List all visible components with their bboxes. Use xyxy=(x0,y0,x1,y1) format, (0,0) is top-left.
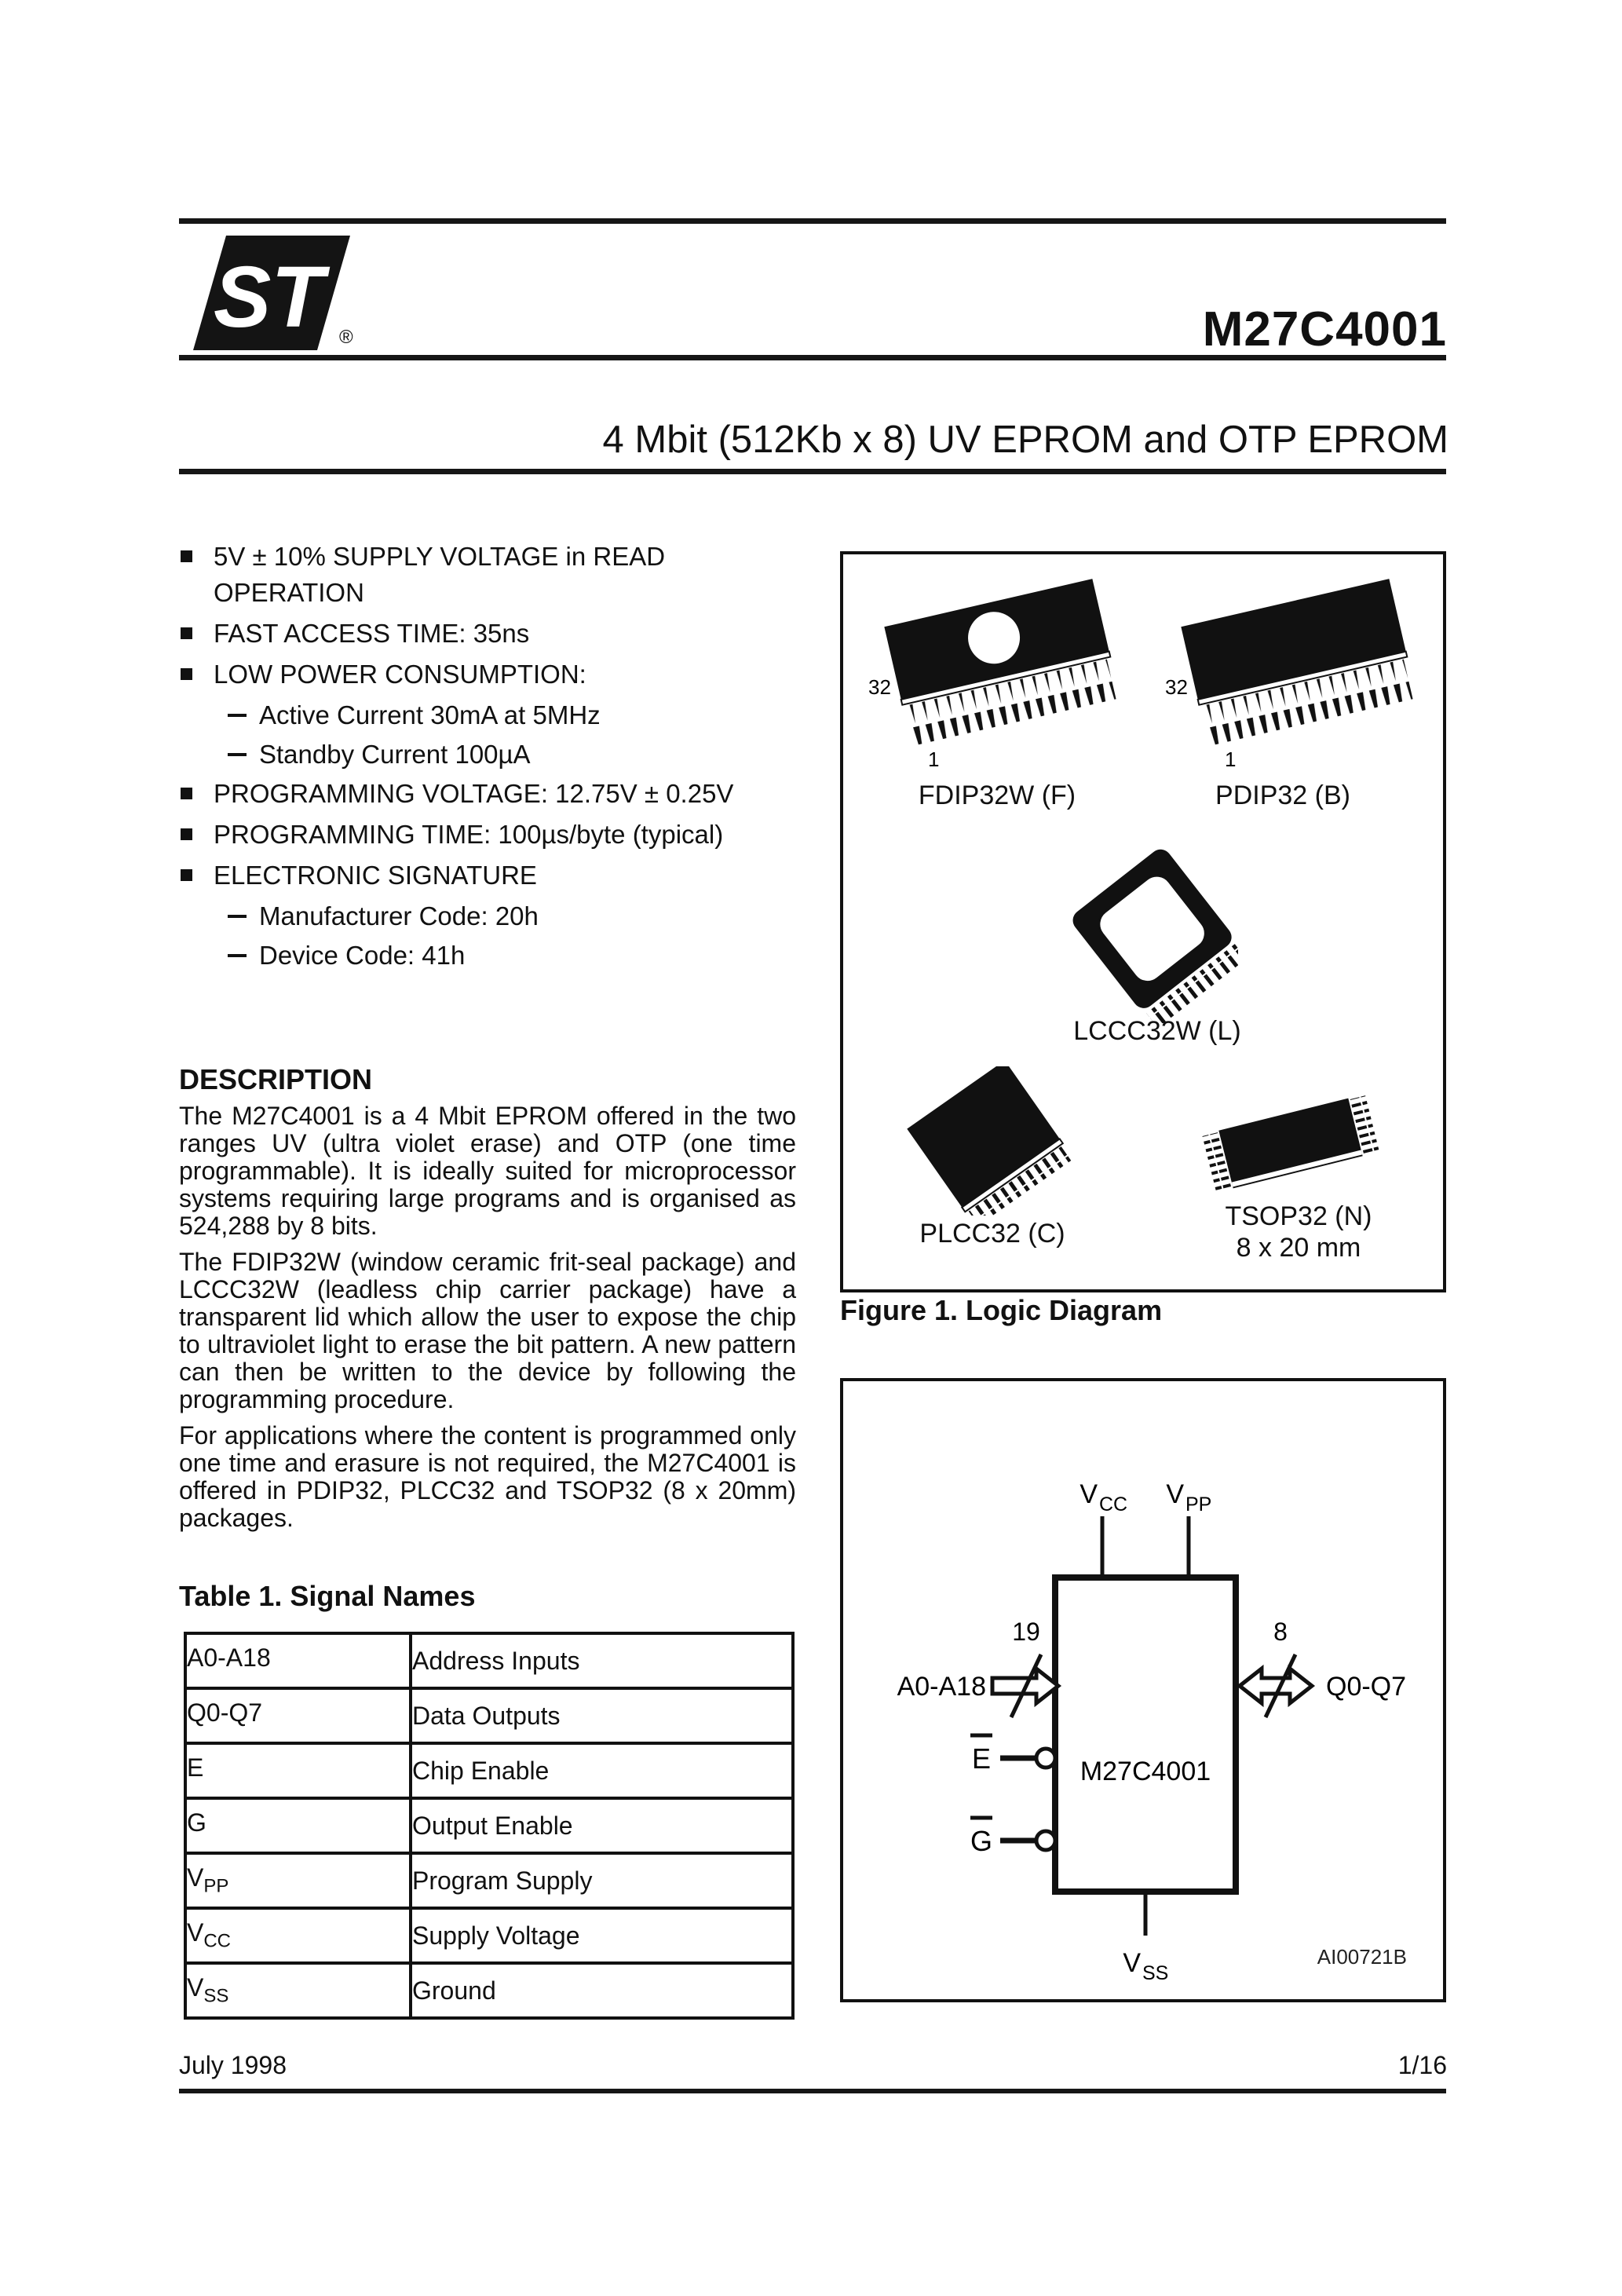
table-row xyxy=(185,1798,793,1853)
signal-description: Chip Enable xyxy=(411,1743,793,1798)
signal-description: Data Outputs xyxy=(411,1688,793,1743)
page-number: 1/16 xyxy=(1397,2051,1447,2079)
output-enable-bubble xyxy=(1036,1831,1055,1850)
header-rule-subtitle xyxy=(179,469,1446,474)
vcc-sub: CC xyxy=(1099,1493,1128,1515)
tsop32-package-image xyxy=(1200,1079,1381,1208)
feature-text: ELECTRONIC SIGNATURE xyxy=(214,861,537,890)
bullet-icon xyxy=(181,869,192,881)
signal-name: A0-A18 xyxy=(185,1633,411,1688)
feature-subitem xyxy=(228,898,798,934)
feature-text: PROGRAMMING TIME: 100µs/byte (typical) xyxy=(214,820,724,849)
signal-name: $V_{CC}$ xyxy=(185,1908,411,1963)
signal-description: Supply Voltage xyxy=(411,1908,793,1963)
package-box xyxy=(840,551,1446,1292)
feature-text: 5V ± 10% SUPPLY VOLTAGE in READ OPERATION xyxy=(214,542,666,607)
table-row xyxy=(185,1908,793,1963)
header-rule-top xyxy=(179,218,1446,224)
figure-reference-code: AI00721B xyxy=(1317,1945,1407,1969)
vss-sub: SS xyxy=(1142,1962,1169,1984)
package-label-pdip32: PDIP32 (B) xyxy=(1215,781,1350,810)
chip-label: M27C4001 xyxy=(1080,1757,1211,1786)
signal-description: Program Supply xyxy=(411,1853,793,1908)
signal-table xyxy=(184,1632,795,2020)
table-row xyxy=(185,1853,793,1908)
feature-item xyxy=(181,539,798,611)
table-row xyxy=(185,1743,793,1798)
description-paragraph: The FDIP32W (window ceramic frit-seal package) and LCCC32W (leadless chip carrier package) have a transparent lid which allow the user to expose the chip to ultraviolet light to erase the bit pattern. A new pattern can then be written to the device by following the programming procedure. xyxy=(179,1248,796,1413)
feature-item xyxy=(181,817,798,853)
pin-32-label: 32 xyxy=(868,675,891,699)
chip-enable-bubble xyxy=(1036,1749,1055,1768)
footer-date: July 1998 xyxy=(179,2051,287,2079)
chip-box xyxy=(1055,1578,1236,1892)
feature-item xyxy=(181,776,798,812)
package-label-fdip32w: FDIP32W (F) xyxy=(918,781,1076,810)
feature-subitem xyxy=(228,697,798,733)
signal-description: Output Enable xyxy=(411,1798,793,1853)
bullet-icon xyxy=(181,627,192,639)
page-subtitle: 4 Mbit (512Kb x 8) UV EPROM and OTP EPROM xyxy=(602,419,1448,461)
chip-enable-label: E xyxy=(971,1742,992,1775)
description-paragraph: The M27C4001 is a 4 Mbit EPROM offered in the two ranges UV (ultra violet erase) and OTP (one time programmable). It is ideally suited for microprocessor systems requiring large programs and is organised as 524,288 by 8 bits. xyxy=(179,1102,796,1240)
plcc32-package-image xyxy=(904,1066,1073,1216)
description-paragraph: For applications where the content is programmed only one time and erasure is not required, the M27C4001 is offered in PDIP32, PLCC32 and TSOP32 (8 x 20mm) packages. xyxy=(179,1421,796,1532)
output-enable-label: G xyxy=(970,1825,993,1857)
signal-name: $V_{PP}$ xyxy=(185,1853,411,1908)
signal-description: Ground xyxy=(411,1963,793,2018)
st-logo xyxy=(193,236,350,354)
bullet-icon xyxy=(181,828,192,840)
signal-name: $V_{SS}$ xyxy=(185,1963,411,2018)
feature-text: PROGRAMMING VOLTAGE: 12.75V ± 0.25V xyxy=(214,779,734,808)
feature-item xyxy=(181,656,798,693)
st-logo-letters: ST xyxy=(214,249,324,345)
vcc-label: V xyxy=(1080,1479,1098,1509)
part-number-title: M27C4001 xyxy=(1202,302,1447,356)
data-bus-label: Q0-Q7 xyxy=(1326,1672,1407,1702)
feature-text: Device Code: 41h xyxy=(259,941,466,970)
table-row xyxy=(185,1633,793,1688)
data-bus-count: 8 xyxy=(1273,1618,1288,1646)
package-size-tsop32: 8 x 20 mm xyxy=(1236,1233,1361,1263)
footer-rule xyxy=(179,2089,1446,2093)
registered-trademark: ® xyxy=(339,327,353,348)
bullet-icon xyxy=(181,668,192,680)
signal-name: G xyxy=(185,1798,411,1853)
feature-text: Standby Current 100µA xyxy=(259,740,531,769)
feature-text: Manufacturer Code: 20h xyxy=(259,901,539,930)
signal-table-title: Table 1. Signal Names xyxy=(179,1580,476,1612)
vss-label: V xyxy=(1123,1948,1141,1978)
vpp-label: V xyxy=(1166,1479,1184,1509)
package-label-lccc32w: LCCC32W (L) xyxy=(1073,1016,1241,1046)
dash-icon xyxy=(228,753,247,756)
table-row xyxy=(185,1688,793,1743)
logic-diagram-box xyxy=(840,1378,1446,2002)
pdip32-package-image xyxy=(1157,575,1428,775)
pin-1-label: 1 xyxy=(928,748,940,771)
pin-1-label: 1 xyxy=(1225,748,1237,771)
feature-subitem xyxy=(228,938,798,974)
signal-name: Q0-Q7 xyxy=(185,1688,411,1743)
bullet-icon xyxy=(181,788,192,799)
vpp-sub: PP xyxy=(1185,1493,1212,1515)
figure1-title: Figure 1. Logic Diagram xyxy=(840,1294,1163,1326)
lccc32w-package-image xyxy=(1069,846,1238,1023)
address-bus-count: 19 xyxy=(1012,1618,1040,1646)
signal-description: Address Inputs xyxy=(411,1633,793,1688)
signal-name: E xyxy=(185,1743,411,1798)
pin-32-label: 32 xyxy=(1165,675,1188,699)
feature-item xyxy=(181,616,798,652)
feature-item xyxy=(181,857,798,894)
features-list xyxy=(181,539,798,977)
address-bus-label: A0-A18 xyxy=(897,1672,986,1702)
package-label-plcc32: PLCC32 (C) xyxy=(919,1219,1065,1249)
dash-icon xyxy=(228,915,247,918)
dash-icon xyxy=(228,954,247,957)
description-block xyxy=(179,1102,796,1541)
package-label-tsop32: TSOP32 (N) xyxy=(1225,1201,1372,1231)
st-logo-image xyxy=(193,236,350,350)
feature-text: FAST ACCESS TIME: 35ns xyxy=(214,619,530,648)
feature-subitem xyxy=(228,737,798,773)
fdip32w-package-image xyxy=(860,575,1131,775)
feature-text: LOW POWER CONSUMPTION: xyxy=(214,660,586,689)
logic-diagram xyxy=(843,1381,1443,1999)
table-row xyxy=(185,1963,793,2018)
description-heading: DESCRIPTION xyxy=(179,1063,373,1095)
dash-icon xyxy=(228,714,247,717)
bullet-icon xyxy=(181,550,192,562)
feature-text: Active Current 30mA at 5MHz xyxy=(259,700,601,729)
